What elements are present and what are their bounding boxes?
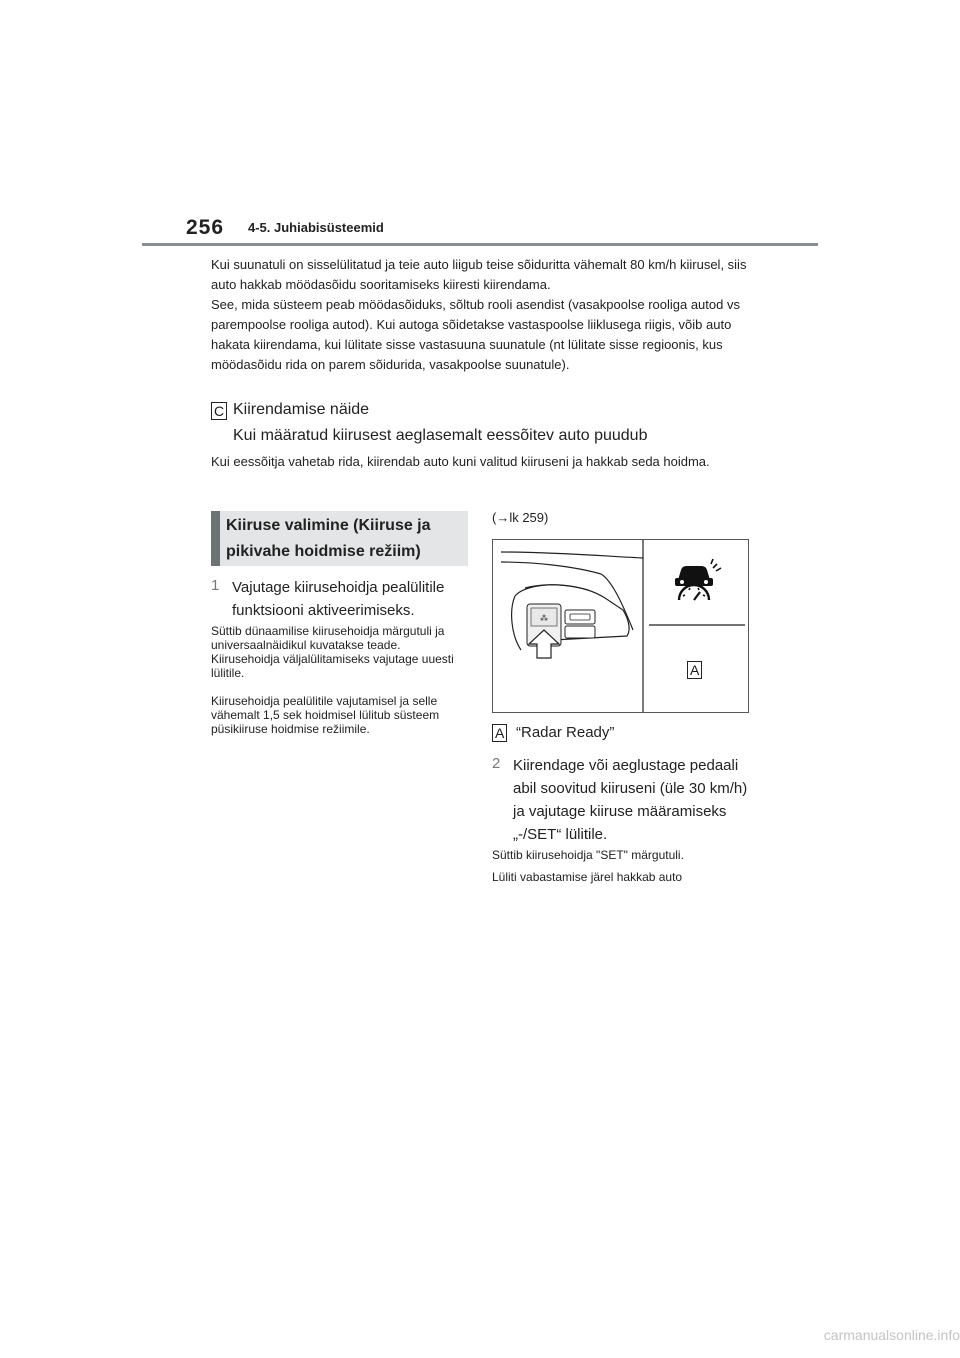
paragraph-steering-side: See, mida süsteem peab möödasõiduks, sõltub rooli asendist (vasakpoolse rooliga autod vs parempoolse rooliga autod). Kui autoga sõidetakse vastaspoolse liiklusega riigis, võib auto hakata kiirendama, kui lülitate sisse vastasuuna suunatule (nt lülitate sisse regioonis, kus möödasõidu rida on parem sõidurida, vasakpoolse suunatule). (211, 297, 740, 372)
step-2-number: 2 (492, 755, 501, 772)
paragraph-overtaking: Kui suunatuli on sisselülitatud ja teie auto liigub teise sõiduritta vähemalt 80 km/h kiirusel, siis auto hakkab möödasõidu sooritamiseks kiiresti kiirendama. (211, 257, 747, 292)
watermark: carmanualsonline.info (823, 1327, 960, 1343)
svg-text:⁂: ⁂ (540, 614, 548, 623)
step-1-number: 1 (211, 577, 220, 594)
section-title: Kiiruse valimine (Kiiruse ja pikivahe hoidmise režiim) (226, 517, 431, 560)
example-label (211, 402, 227, 420)
paragraph-lane-change: Kui eessõitja vahetab rida, kiirendab auto kuni valitud kiiruseni ja hakkab seda hoidma. (211, 454, 710, 469)
page-number: 256 (186, 216, 225, 239)
radar-cruise-icon (675, 559, 721, 600)
step-1-note-1: Süttib dünaamilise kiirusehoidja märgutuli ja universaalnäidikul kuvatakse teade. Kiirusehoidja väljalülitamiseks vajutage uuesti lülitile. (211, 624, 454, 680)
example-label-box: C (211, 402, 227, 420)
caption-text: “Radar Ready” (516, 724, 615, 741)
page-reference: (→lk 259) (492, 510, 549, 525)
step-1-text: Vajutage kiirusehoidja pealülitile funktsiooni aktiveerimiseks. (232, 579, 445, 619)
step-2-note-1: Süttib kiirusehoidja "SET" märgutuli. (492, 848, 684, 862)
example-subtitle: Kui määratud kiirusest aeglasemalt eessõitev auto puudub (233, 427, 648, 444)
caption-label: A (492, 724, 507, 742)
section-heading: 4-5. Juhiabisüsteemid (248, 220, 384, 235)
figure-label-a: A (687, 661, 702, 679)
step-2-text: Kiirendage või aeglustage pedaali abil soovitud kiiruseni (üle 30 km/h) ja vajutage kiiruse määramiseks „-/SET“ lülitile. (513, 757, 748, 843)
steering-switch-figure (492, 539, 749, 713)
step-1-note-2: Kiirusehoidja pealülitile vajutamisel ja selle vähemalt 1,5 sek hoidmisel lülitub süsteem püsikiiruse hoidmise režiimile. (211, 694, 440, 736)
steering-wheel-illustration (493, 540, 748, 712)
header-divider (142, 243, 818, 246)
step-2-note-2: Lüliti vabastamise järel hakkab auto (492, 870, 683, 884)
example-title: Kiirendamise näide (233, 401, 370, 418)
